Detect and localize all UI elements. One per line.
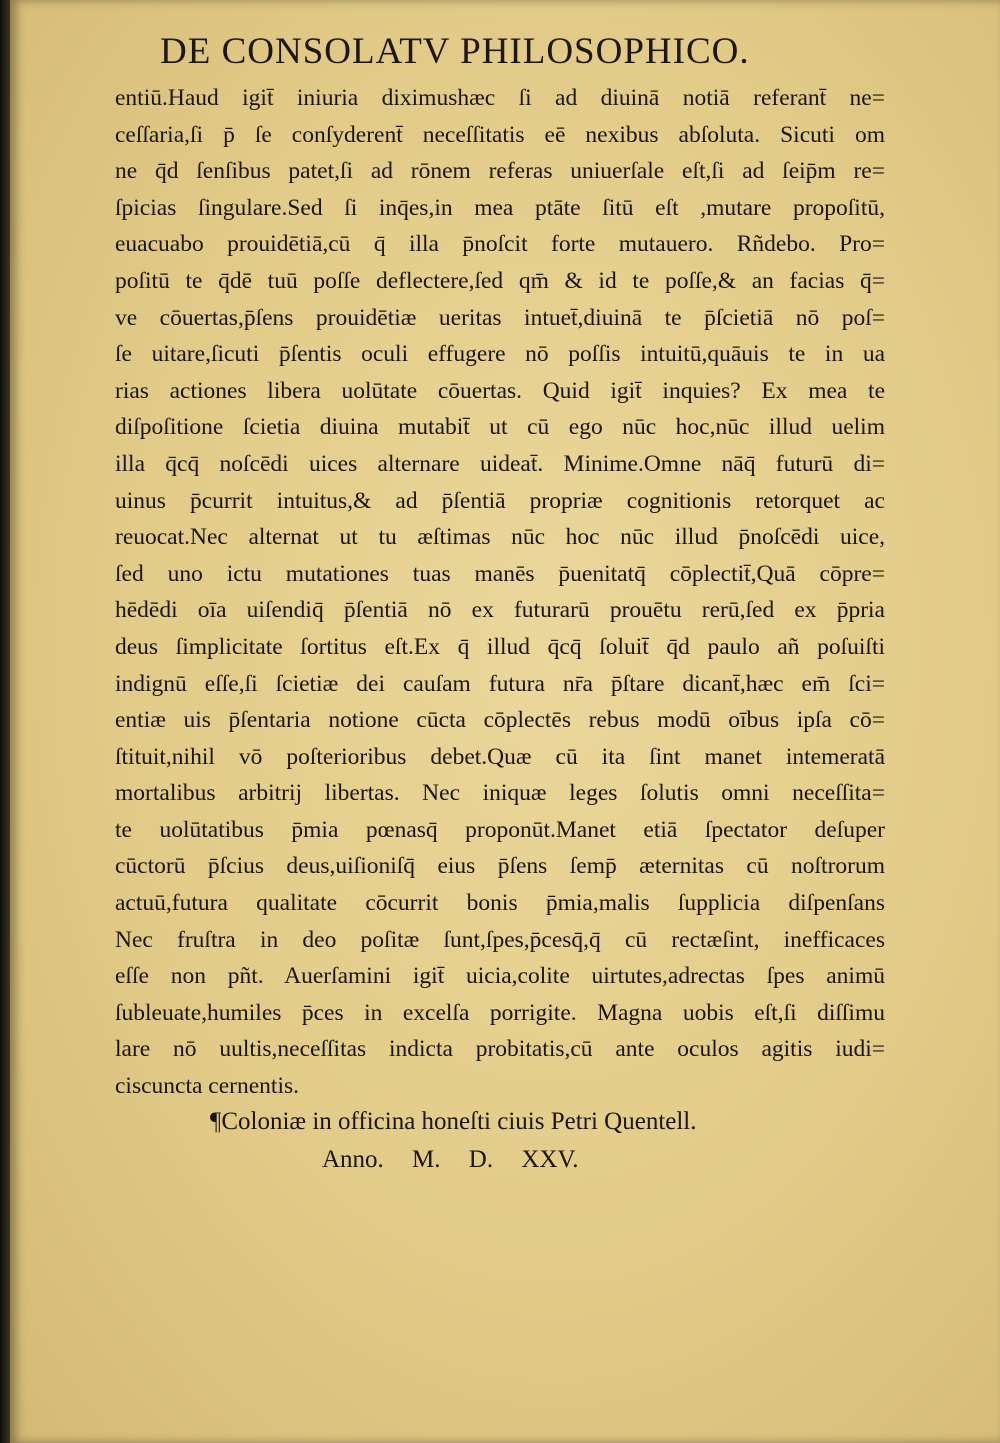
- colophon-imprint: ¶Coloniæ in officina honeſti ciuis Petri Quentell.: [210, 1108, 697, 1135]
- text-line: te uolūtatibus p̄mia pœnasq̄ proponūt.Manet etiā ſpectator deſuper: [115, 816, 885, 843]
- text-line: illa q̄cq̄ noſcēdi uices alternare uideat̄. Minime.Omne nāq̄ futurū di=: [115, 450, 885, 477]
- text-line: cūctorū p̄ſcius deus,uiſioniſq̄ eius p̄ſens ſemp̄ æternitas cū noſtrorum: [115, 853, 885, 880]
- text-line: ciscuncta cernentis.: [115, 1073, 299, 1100]
- text-line: lare nō uultis,neceſſitas indicta probitatis,cū ante oculos agitis iudi=: [115, 1036, 885, 1063]
- text-line: poſitū te q̄dē tuū poſſe deflectere,ſed qm̄ & id te poſſe,& an facias q̄=: [115, 267, 885, 294]
- text-line: uinus p̄currit intuitus,& ad p̄ſentiā propriæ cognitionis retorquet ac: [115, 487, 885, 514]
- colophon-date: Anno. M. D. XXV.: [322, 1146, 579, 1173]
- text-line: diſpoſitione ſcietia diuina mutabit̄ ut cū ego nūc hoc,nūc illud uelim: [115, 414, 885, 441]
- text-line: euacuabo prouidētiā,cū q̄ illa p̄noſcit forte mutauero. Rñdebo. Pro=: [115, 231, 885, 258]
- text-line: ſpicias ſingulare.Sed ſi inq̄es,in mea ptāte ſitū eſt ,mutare propoſitū,: [115, 194, 885, 221]
- text-line: reuocat.Nec alternat ut tu æſtimas nūc hoc nūc illud p̄noſcēdi uice,: [115, 524, 885, 551]
- text-line: ſed uno ictu mutationes tuas manēs p̄uenitatq̄ cōplectit̄,Quā cōpre=: [115, 560, 885, 587]
- text-line: hēdēdi oīa uiſendiq̄ p̄ſentiā nō ex futurarū prouētu rerū,ſed ex p̄pria: [115, 597, 885, 624]
- book-gutter-edge: [0, 0, 10, 1443]
- text-line: ſtituit,nihil vō poſterioribus debet.Quæ cū ita ſint manet intemeratā: [115, 743, 885, 770]
- running-head: DE CONSOLATV PHILOSOPHICO.: [160, 31, 750, 72]
- text-line: entiū.Haud igit̄ iniuria diximushæc ſi ad diuinā notiā referant̄ ne=: [115, 85, 885, 111]
- text-line: ne q̄d ſenſibus patet,ſi ad rōnem referas uniuerſale eſt,ſi ad ſeip̄m re=: [115, 158, 885, 185]
- text-line: entiæ uis p̄ſentaria notione cūcta cōplectēs rebus modū oībus ipſa cō=: [115, 707, 885, 734]
- text-line: Nec fruſtra in deo poſitæ ſunt,ſpes,p̄cesq̄,q̄ cū rectæſint, inefficaces: [115, 926, 885, 953]
- text-line: ſe uitare,ſicuti p̄ſentis oculi effugere nō poſſis intuitū,quāuis te in ua: [115, 341, 885, 368]
- text-line: ſubleuate,humiles p̄ces in excelſa porrigite. Magna uobis eſt,ſi diſſimu: [115, 999, 885, 1026]
- text-line: indignū eſſe,ſi ſcietiæ dei cauſam futura nr̄a p̄ſtare dicant̄,hæc em̄ ſci=: [115, 670, 885, 697]
- text-line: rias actiones libera uolūtate cōuertas. Quid igit̄ inquies? Ex mea te: [115, 377, 885, 404]
- text-line: deus ſimplicitate ſortitus eſt.Ex q̄ illud q̄cq̄ ſoluit̄ q̄d paulo añ poſuiſti: [115, 633, 885, 660]
- text-line: eſſe non pñt. Auerſamini igit̄ uicia,colite uirtutes,adrectas ſpes animū: [115, 963, 885, 990]
- text-line: mortalibus arbitrij libertas. Nec iniquæ leges ſolutis omni neceſſita=: [115, 780, 885, 807]
- colophon: [210, 1108, 810, 1174]
- text-line: ceſſaria,ſi p̄ ſe conſyderent̄ neceſſitatis eē nexibus abſoluta. Sicuti om: [115, 121, 885, 148]
- body-text: [115, 80, 885, 1105]
- text-line: ve cōuertas,p̄ſens prouidētiæ ueritas intuet̄,diuinā te p̄ſcietiā nō poſ=: [115, 304, 885, 331]
- text-line: actuū,futura qualitate cōcurrit bonis p̄mia,malis ſupplicia diſpenſans: [115, 890, 885, 917]
